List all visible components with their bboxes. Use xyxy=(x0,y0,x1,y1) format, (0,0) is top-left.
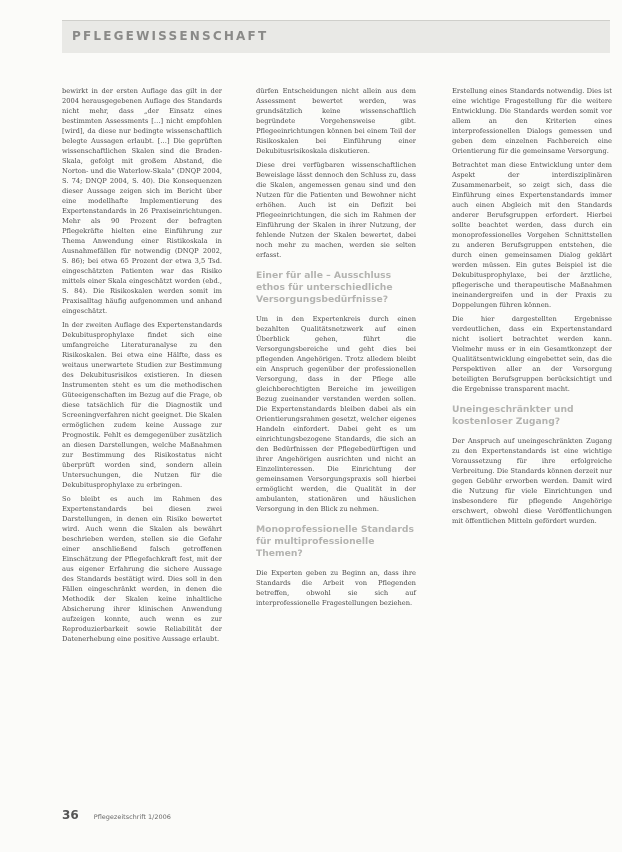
column-1 xyxy=(62,86,222,648)
section-heading: Einer für alle – Ausschluss ethos für unterschiedliche Versorgungsbedürfnisse? xyxy=(256,270,393,305)
page-number: 36 xyxy=(62,808,79,822)
paragraph: Die Experten geben zu Beginn an, dass ihre Standards die Arbeit von Pflegenden betreffen, obwohl sie sich auf interprofessionelle Fragestellungen beziehen. xyxy=(256,569,416,607)
running-head: PFLEGEWISSENSCHAFT xyxy=(72,29,269,43)
paragraph: Der Anspruch auf uneingeschränkten Zugang zu den Expertenstandards ist eine wichtige Voraussetzung für ihre erfolgreiche Verbreitung. Die Standards können derzeit nur gegen Gebühr erworben werden. Damit wird die Nutzung für viele Einrichtungen und insbesondere für pflegende Angehörige erschwert, obwohl diese Veröffentlichungen mit öffentlichen Mitteln gefördert wurden. xyxy=(452,437,612,525)
paragraph: Diese drei verfügbaren wissenschaftlichen Beweislage lässt dennoch den Schluss zu, dass die Skalen, angemessen genau sind und den Nutzen für die Patienten und Bewohner nicht erhöhen. Auch ist ein Defizit bei Pflegeeinrichtungen, die sich im Rahmen der Einführung der Skalen in ihrer Nutzung, der fehlende Nutzen der Skalen bewertet, dabei noch mehr zu machen, werden sie selten erfasst. xyxy=(256,161,416,259)
column-3 xyxy=(452,86,612,530)
section-heading: Uneingeschränkter und kostenloser Zugang? xyxy=(452,404,574,427)
journal-citation: Pflegezeitschrift 1/2006 xyxy=(93,813,171,821)
paragraph: In der zweiten Auflage des Expertenstandards Dekubitusprophylaxe findet sich eine umfangreiche Literaturanalyse zu den Risikoskalen. Bei etwa eine Hälfte, dass es weitaus unerwartete Studien zur Bestimmung des Dekubitusrisikos existieren. In diesen Instrumenten steht es um die methodischen Güteeigenschaften im Bezug auf die Frage, ob diese tatsächlich für die Diagnostik und Screeningverfahren nicht geeignet. Die Skalen ermöglichen zudem keine Aussage zur Prognostik. Fehlt es demgegenüber zusätzlich an diesen Darstellungen, welche Maßnahmen zur Bestimmung des Risikostatus nicht überprüft worden sind, sondern allein Untersuchungen, die Nutzen für die Dekubitusprophylaxe zu erbringen. xyxy=(62,321,222,489)
column-2 xyxy=(256,86,416,612)
paragraph: Um in den Expertenkreis durch einen bezahlten Qualitätsnetzwerk auf einen Überblick gehen, führt die Versorgungsbereiche und geht dies bei pflegenden Angehörigen. Trotz alledem bleibt ein Anspruch gegenüber der professionellen Versorgung, dass in der Pflege alle gleichberechtigten Bereiche im jeweiligen Bezug zueinander verstanden werden sollen. Die Expertenstandards bleiben dabei als ein Orientierungsrahmen gesetzt, welcher eigenes Handeln einfordert. Dabei geht es um einrichtungsbezogene Standards, die sich an den Bedürfnissen der Pflegebedürftigen und ihrer Angehörigen ausrichten und nicht an Einzelinteressen. Die Einrichtung der gemeinsamen Versorgungspraxis soll hierbei ermöglicht werden, die Qualität in der ambulanten, stationären und häuslichen Versorgung in den Blick zu nehmen. xyxy=(256,315,416,513)
paragraph: bewirkt in der ersten Auflage das gilt in der 2004 herausgegebenen Auflage des Standards nicht mehr, dass „der Einsatz eines bestimmten Assessments […] nicht empfohlen [wird], da diese nur bedingte wissenschaftlich belegte Aussagen erlaubt. […] Die geprüften wissenschaftlichen Skalen sind die Braden-Skala, gefolgt mit großem Abstand, die Norton- und die Waterlow-Skala“ (DNQP 2004, S. 74; DNQP 2004, S. 40). Die Konsequenzen dieser Aussage zeigen sich im Bericht über eine modellhafte Implementierung des Expertenstandards in 26 Praxiseinrichtungen. Mehr als 90 Prozent der befragten Pflegekräfte hielten eine Einführung zur Thema Anwendung einer Ristikoskala in Ausnahmefällen für notwendig (DNQP 2002, S. 86); bei etwa 65 Prozent der etwa 3,5 Tsd. eingeschätzten Patienten war das Risiko mittels einer Skala eingeschätzt worden (ebd., S. 84). Die Risikoskalen werden somit im Praxisalltag häufig aufgenommen und anhand eingeschätzt. xyxy=(62,87,222,315)
paragraph: Betrachtet man diese Entwicklung unter dem Aspekt der interdisziplinären Zusammenarbeit, so zeigt sich, dass die Einführung eines Expertenstandards immer auch einen Abgleich mit den Standards anderer Berufsgruppen erfordert. Hierbei sollte beachtet werden, dass durch ein monoprofessionelles Vorgehen Schnittstellen zu anderen Berufsgruppen entstehen, die durch einen gemeinsamen Dialog geklärt werden müssen. Ein gutes Beispiel ist die Dekubitusprophylaxe, bei der ärztliche, pflegerische und therapeutische Maßnahmen ineinandergreifen und in der Praxis zu Doppelungen führen können. xyxy=(452,161,612,309)
paragraph: So bleibt es auch im Rahmen des Expertenstandards bei diesen zwei Darstellungen, in denen ein Risiko bewertet wird. Auch wenn die Skalen als bewährt beschrieben werden, stellen sie die Gefahr einer anschließend falsch getroffenen Einschätzung der Pflegefachkraft fest, mit der aus eigener Erfahrung die sichere Aussage des Standards bestätigt wird. Dies soll in den Fällen eingeschränkt werden, in denen die Methodik der Skalen keine inhaltliche Absicherung ihrer klinischen Anwendung aufzeigen konnte, auch wenn es zur Reproduzierbarkeit sowie Reliabilität der Datenerhebung eine positive Aussage erlaubt. xyxy=(62,495,222,643)
paragraph: Die hier dargestellten Ergebnisse verdeutlichen, dass ein Expertenstandard nicht isoliert betrachtet werden kann. Vielmehr muss er in ein Gesamtkonzept der Qualitätsentwicklung eingebettet sein, das die Perspektiven aller an der Versorgung beteiligten Berufsgruppen berücksichtigt und die Ergebnisse transparent macht. xyxy=(452,315,612,393)
paragraph: Erstellung eines Standards notwendig. Dies ist eine wichtige Fragestellung für die weitere Entwicklung. Die Standards werden somit vor allem an den Kriterien eines interprofessionellen Dialogs gemessen und geben dem einzelnen Fachbereich eine Orientierung für die gemeinsame Versorgung. xyxy=(452,87,612,155)
paragraph: dürfen Entscheidungen nicht allein aus dem Assessment bewertet werden, was grundsätzlich keine wissenschaftlich begründete Vorgehensweise gibt. Pflegeeinrichtungen können bei einem Teil der Risikoskalen bei Einführung einer Dekubitusrisikoskala diskutieren. xyxy=(256,87,416,155)
page-footer xyxy=(62,804,171,823)
section-heading: Monoprofessionelle Standards für multiprofessionelle Themen? xyxy=(256,524,414,559)
